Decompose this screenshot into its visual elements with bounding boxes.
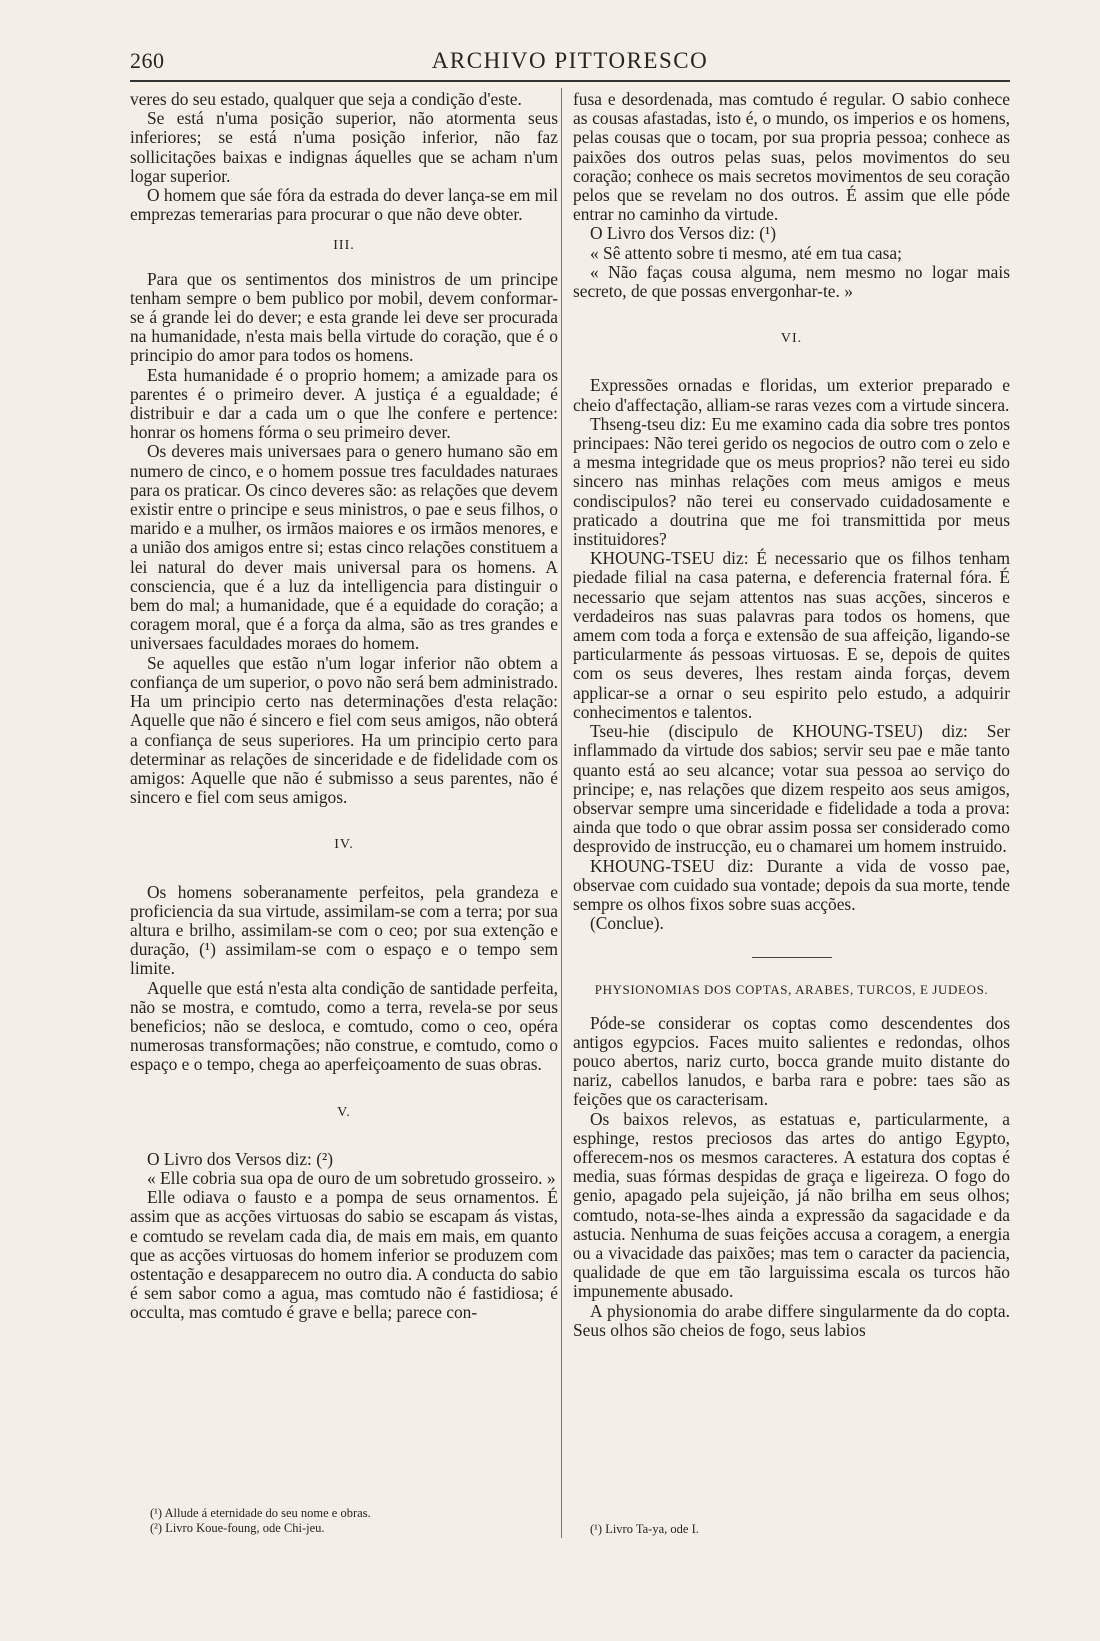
paragraph: Expressões ornadas e floridas, um exterior preparado e cheio d'affectação, alliam-se raras vezes com a virtude sincera. bbox=[573, 375, 1010, 415]
paragraph: Para que os sentimentos dos ministros de um principe tenham sempre o bem publico por mobil, devem conformar-se á grande lei do dever; e esta grande lei deve ser procurada na humanidade, n'esta mais bella virtude do coração, que é o principio do amor para todos os homens. bbox=[130, 268, 558, 366]
section-number-iii: III. bbox=[333, 238, 355, 254]
quotation: « Não faças cousa alguma, nem mesmo no logar mais secreto, de que possas envergonhar-te. » bbox=[573, 261, 1010, 302]
paragraph: O Livro dos Versos diz: (¹) bbox=[590, 223, 777, 244]
right-footnotes bbox=[590, 1522, 990, 1537]
paragraph: Thseng-tseu diz: Eu me examino cada dia sobre tres pontos principaes: Não terei gerido os negocios de outro com o zelo e a mesma integridade que os meus proprios? não terei eu sido sincero nas minhas relações com meus amigos e meus condiscipulos? não terei eu conservado cuidadosamente e praticado a doutrina que me foi transmittida por meus instituidores? bbox=[573, 413, 1010, 550]
paragraph: KHOUNG-TSEU diz: Durante a vida de vosso pae, observae com cuidado sua vontade; depois da sua morte, tende sempre os olhos fixos sobre suas acções. bbox=[573, 855, 1010, 914]
paragraph: fusa e desordenada, mas comtudo é regular. O sabio conhece as cousas afastadas, isto é, o mundo, os imperios e os homens, pelas cousas que o tocam, por sua propria pessoa; conhece as paixões dos outros pelas suas, pelos movimentos do seu coração; conhece os mais secretos movimentos de seu coração pelos que se revelam no dos outros. É assim que elle póde entrar no caminho da virtude. bbox=[573, 89, 1010, 225]
page-number: 260 bbox=[130, 48, 165, 73]
footnote: (²) Livro Koue-foung, ode Chi-jeu. bbox=[150, 1521, 325, 1535]
column-divider bbox=[561, 88, 562, 1538]
page-header bbox=[130, 44, 1010, 78]
quotation: « Sê attento sobre ti mesmo, até em tua casa; bbox=[590, 242, 902, 263]
right-column bbox=[573, 90, 1010, 1340]
running-title: ARCHIVO PITTORESCO bbox=[431, 48, 709, 73]
paragraph: O homem que sáe fóra da estrada do dever lança-se em mil emprezas temerarias para procurar o que não deve obter. bbox=[130, 185, 558, 225]
paragraph: Os deveres mais universaes para o genero humano são em numero de cinco, e o homem possue tres faculdades naturaes para os praticar. Os cinco deveres são: as relações que devem existir entre o principe e seus ministros, o pae e seus filhos, o marido e a mulher, os irmãos maiores e os irmãos menores, e a união dos amigos entre si; estas cinco relações constituem a lei natural do dever mais universal para os homens. A consciencia, que é a luz da intelligencia para distinguir o bem do mal; a humanidade, que é a equidade do coração; a coragem moral, que é a força da alma, são as tres grandes e universaes faculdades moraes do homem. bbox=[130, 441, 558, 654]
footnote: (¹) Livro Ta-ya, ode I. bbox=[590, 1522, 699, 1536]
paragraph: Elle odiava o fausto e a pompa de seus ornamentos. É assim que as acções virtuosas do sabio se escapam ás vistas, e comtudo se revelam cada dia, de mais em mais, em quanto que as acções virtuosas do homem inferior se produzem com ostentação e desapparecem no outro dia. A conducta do sabio é sem sabor como a agua, mas comtudo não é fastidiosa; é occulta, mas comtudo é grave e bella; parece con- bbox=[130, 1187, 558, 1323]
conclusion-note: (Conclue). bbox=[590, 913, 664, 934]
section-number-vi: VI. bbox=[780, 331, 803, 347]
section-number-v: V. bbox=[337, 1104, 351, 1120]
paragraph: Os homens soberanamente perfeitos, pela grandeza e proficiencia da sua virtude, assimilam-se com a terra; por sua altura e brilho, assimilam-se com o ceo; por sua extenção e duração, (¹) assimilam-se com o espaço e o tempo sem limite. bbox=[130, 881, 558, 979]
footnote: (¹) Allude á eternidade do seu nome e obras. bbox=[150, 1506, 371, 1520]
section-separator bbox=[752, 957, 832, 958]
paragraph: Se aquelles que estão n'um logar inferior não obtem a confiança de um superior, o povo não será bem administrado. Ha um principio certo nas determinações d'esta relação: Aquelle que não é sincero e fiel com seus amigos, não obterá a confiança de seus superiores. Ha um principio certo para determinar as relações de sinceridade e de fidelidade com os amigos: Aquelle que não é submisso a seus parentes, não é sincero e fiel com seus amigos. bbox=[130, 652, 558, 808]
paragraph: Esta humanidade é o proprio homem; a amizade para os parentes é o primeiro dever. A justiça é a egualdade; é distribuir e dar a cada um o que lhe confere e pertence: honrar os homens fórma o seu primeiro dever. bbox=[130, 364, 558, 443]
paragraph: Se está n'uma posição superior, não atormenta seus inferiores; se está n'uma posição inferior, não faz sollicitações baixas e indignas áquelles que se acham n'um logar superior. bbox=[130, 108, 558, 186]
paragraph: A physionomia do arabe differe singularmente da do copta. Seus olhos são cheios de fogo, seus labios bbox=[573, 1300, 1010, 1340]
quotation: « Elle cobria sua opa de ouro de um sobretudo grosseiro. » bbox=[147, 1167, 556, 1188]
header-rule bbox=[130, 80, 1010, 82]
paragraph: Aquelle que está n'esta alta condição de santidade perfeita, não se mostra, e comtudo, como a terra, revela-se por seus beneficios; não se desloca, e comtudo, como o ceo, opéra numerosas transformações; não construe, e comtudo, como o espaço e o tempo, chega ao aperfeiçoamento de suas obras. bbox=[130, 977, 558, 1075]
left-column bbox=[130, 90, 558, 1323]
paragraph: Os baixos relevos, as estatuas e, particularmente, a esphinge, restos preciosos das artes do antigo Egypto, offerecem-nos os mesmos caracteres. A estatura dos coptas é media, suas fórmas despidas de graça e ligeireza. O fogo do genio, apagado pela sujeição, já não brilha em seus olhos; comtudo, nota-se-lhes ainda a expressão da sagacidade e da astucia. Nenhuma de suas feições accusa a coragem, a energia ou a vivacidade das paixões; mas tem o caracter da paciencia, qualidade de que em tão larguissima escala os turcos hão impunemente abusado. bbox=[573, 1108, 1010, 1302]
article-title: PHYSIONOMIAS DOS COPTAS, ARABES, TURCOS, E JUDEOS. bbox=[594, 982, 989, 998]
paragraph: veres do seu estado, qualquer que seja a condição d'este. bbox=[130, 89, 522, 109]
left-footnotes bbox=[150, 1506, 550, 1536]
paragraph: KHOUNG-TSEU diz: É necessario que os filhos tenham piedade filial na casa paterna, e deferencia fraternal fóra. É necessario que sejam attentos nas suas acções, sinceros e verdadeiros nas suas palavras para todos os homens, que amem com toda a força e extensão de sua affeição, ligando-se particularmente ás pessoas virtuosas. E se, depois de quites com os seus deveres, lhes restam ainda forças, devem applicar-se a ornar o seu espirito pelo estudo, a adquirir conhecimentos e talentos. bbox=[573, 548, 1010, 722]
paragraph: Póde-se considerar os coptas como descendentes dos antigos egypcios. Faces muito salientes e redondas, olhos pouco abertos, nariz curto, bocca grande muito distante do nariz, cabellos lanudos, e barba rara e pobre: taes são as feições que os caracterisam. bbox=[573, 1012, 1010, 1110]
section-number-iv: IV. bbox=[334, 837, 354, 853]
paragraph: O Livro dos Versos diz: (²) bbox=[147, 1148, 334, 1169]
paragraph: Tseu-hie (discipulo de KHOUNG-TSEU) diz: Ser inflammado da virtude dos sabios; servir seu pae e mãe tanto quanto está ao seu alcance; votar sua pessoa ao serviço do principe; e, nas relações que dizem respeito aos seus amigos, observar sempre uma sinceridade e fidelidade a toda a prova: ainda que todo o que obrar assim possa ser considerado como desprovido de instrucção, eu o chamarei um homem instruido. bbox=[573, 721, 1010, 857]
